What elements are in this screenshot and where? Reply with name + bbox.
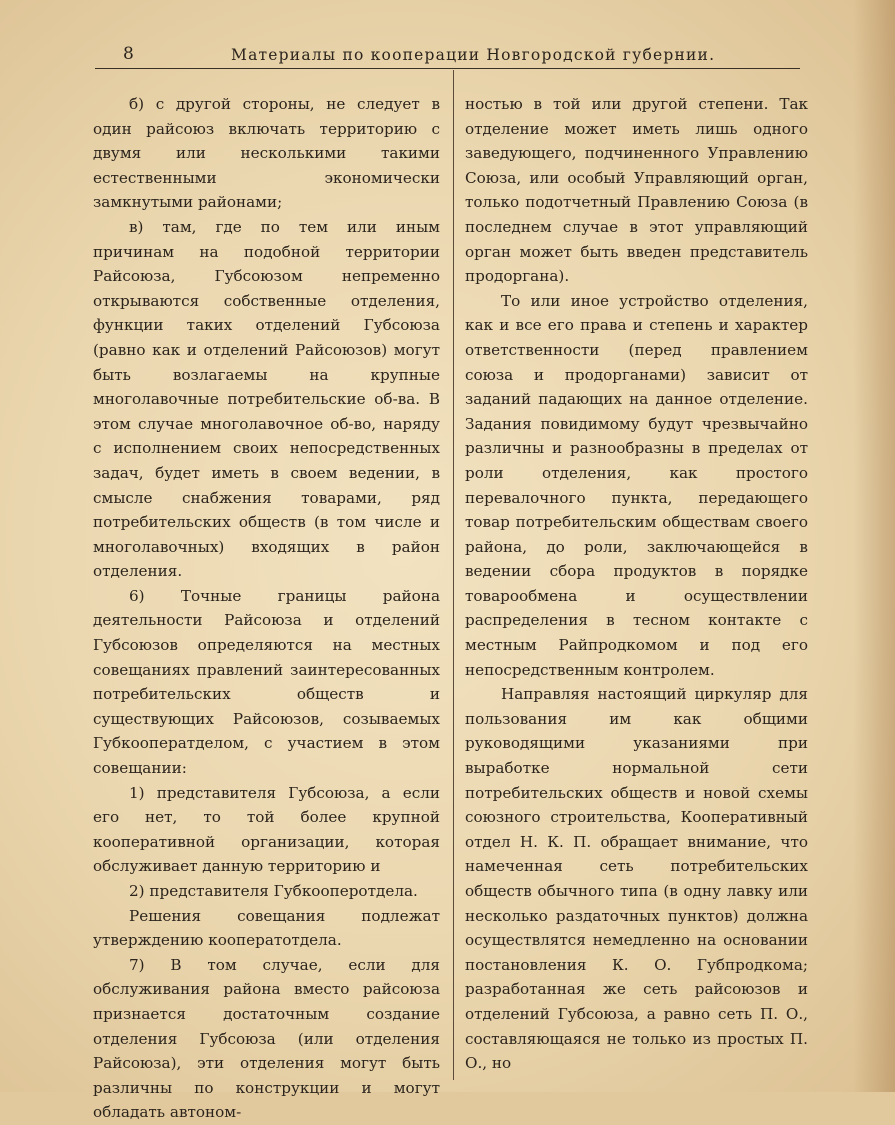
paragraph: Решения совещания подлежат утверждению кооператотдела. <box>93 906 440 950</box>
paragraph: ностью в той или другой степени. Так отделение может иметь лишь одного заведующего, подчиненного Управлению Союза, или особый Управляющий орган, только подотчетный Правлению Союза (в последнем случае в этот управляющий орган может быть введен представитель продоргана). <box>465 95 808 286</box>
header-rule <box>95 68 800 69</box>
running-title: Материалы по кооперации Новгородской губернии. <box>231 46 716 64</box>
page-edge-shadow <box>853 0 895 1092</box>
paragraph: 7) В том случае, если для обслуживания района вместо райсоюза признается достаточным создание отделения Губсоюза (или отделения Райсоюза), эти отделения могут быть различны по конструкции и могут обладать автоном- <box>93 955 440 1122</box>
page-number: 8 <box>123 44 135 64</box>
paragraph: б) с другой стороны, не следует в один райсоюз включать территорию с двумя или несколькими такими естественными экономически замкнутыми районами; <box>93 95 440 212</box>
right-column <box>465 92 808 1076</box>
paragraph: То или иное устройство отделения, как и все его права и степень и характер ответственности (перед правлением союза и продорганами) зависит от заданий падающих на данное отделение. Задания повидимому будут чрезвычайно различны и разнообразны в пределах от роли отделения, как простого перевалочного пункта, передающего товар потребительским обществам своего района, до роли, заключающейся в ведении сбора продуктов в порядке товарообмена и осуществлении распределения в тесном контакте с местным Райпродкомом и под его непосредственным контролем. <box>465 291 808 679</box>
paragraph: 2) представителя Губкооперотдела. <box>129 882 418 900</box>
paragraph: в) там, где по тем или иным причинам на подобной территории Райсоюза, Губсоюзом непременно открываются собственные отделения, функции таких отделений Губсоюза (равно как и отделений Райсоюзов) могут быть возлагаемы на крупные многолавочные потребительские об-ва. В этом случае многолавочное об-во, наряду с исполнением своих непосредственных задач, будет иметь в своем ведении, в смысле снабжения товарами, ряд потребительских обществ (в том числе и многолавочных) входящих в район отделения. <box>93 217 440 581</box>
column-divider <box>453 70 454 1080</box>
paragraph: Направляя настоящий циркуляр для пользования им как общими руководящими указаниями при выработке нормальной сети потребительских обществ и новой схемы союзного строительства, Кооперативный отдел Н. К. П. обращает внимание, что намеченная сеть потребительских обществ обычного типа (в одну лавку или несколько раздаточных пунктов) должна осуществлятся немедленно на основании постановления К. О. Губпродкома; разработанная же сеть райсоюзов и отделений Губсоюза, а равно сеть П. О., составляющаяся не только из простых П. О., но <box>465 685 808 1073</box>
left-column <box>93 92 440 1125</box>
paragraph: 1) представителя Губсоюза, а если его нет, то той более крупной кооперативной организации, которая обслуживает данную территорию и <box>93 783 440 876</box>
paragraph: 6) Точные границы района деятельности Райсоюза и отделений Губсоюзов определяются на местных совещаниях правлений заинтересованных потребительских обществ и существующих Райсоюзов, созываемых Губкооператделом, с участием в этом совещании: <box>93 586 440 778</box>
